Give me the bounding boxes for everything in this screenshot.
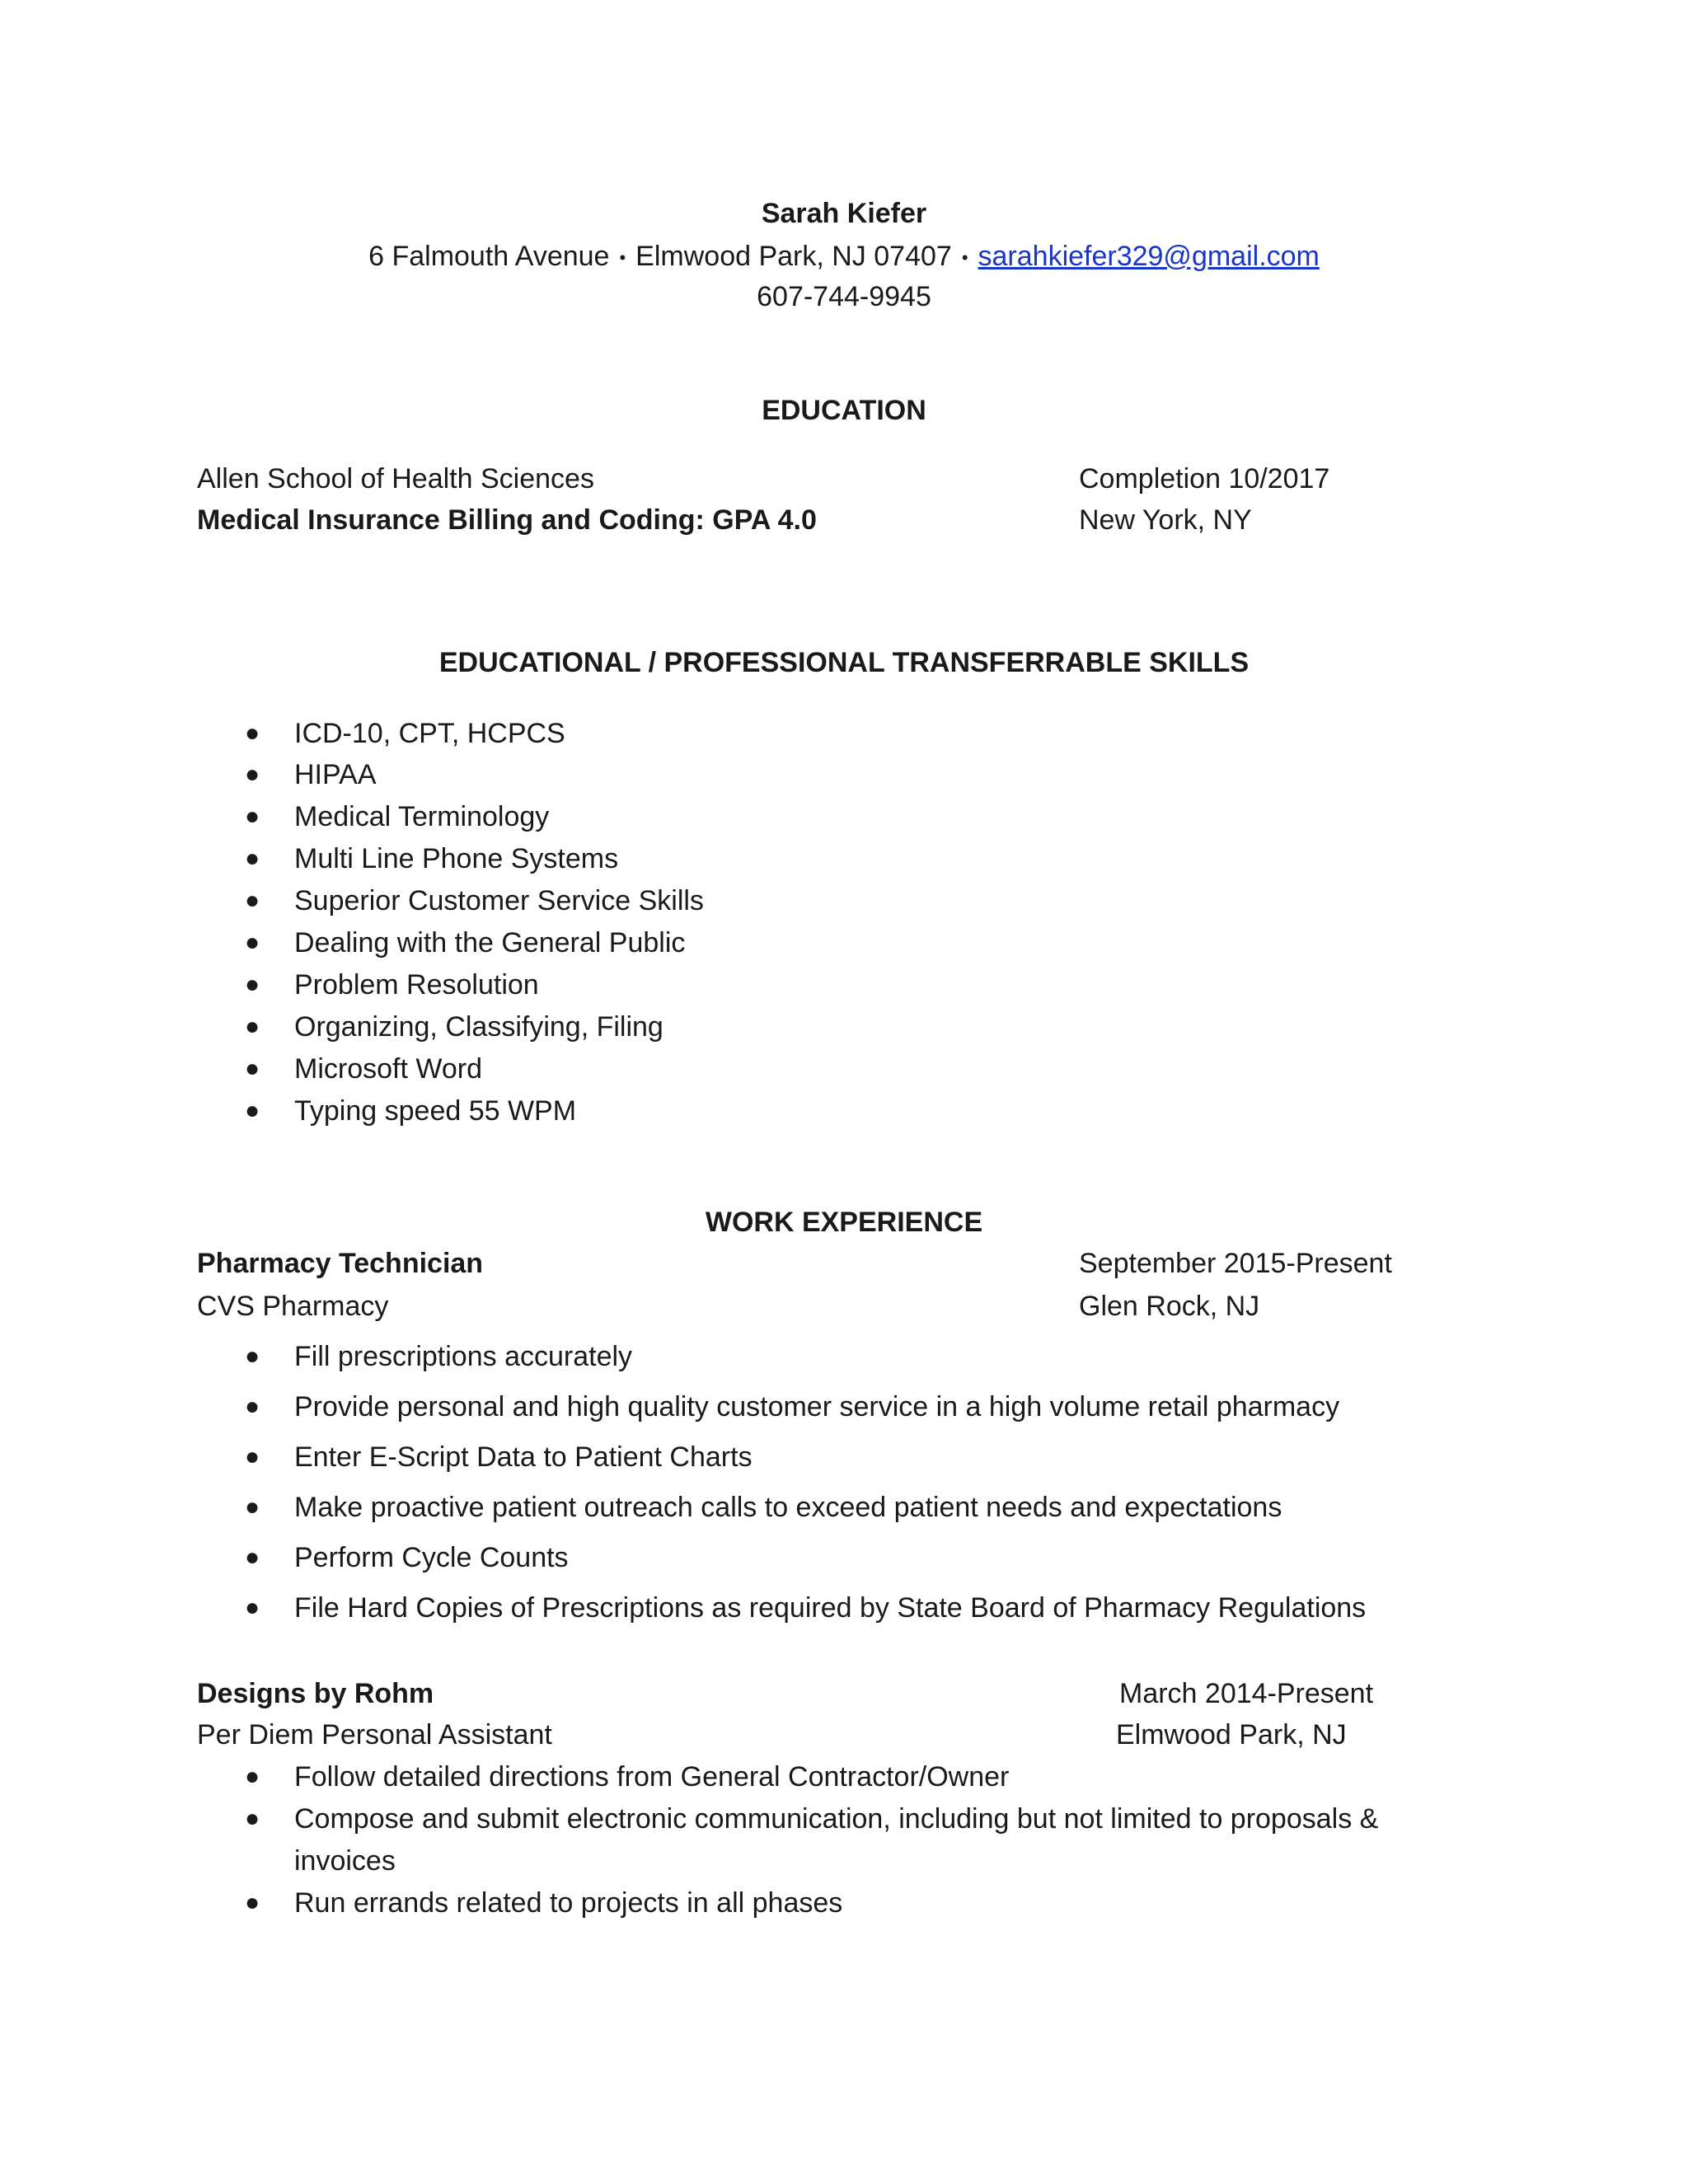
job-duty: Fill prescriptions accurately — [294, 1341, 633, 1372]
bullet-icon: ● — [245, 1805, 260, 1832]
city: Elmwood Park, NJ 07407 — [635, 241, 952, 272]
job-title: Designs by Rohm — [197, 1678, 434, 1709]
bullet-icon: ● — [245, 803, 260, 830]
resume-name: Sarah Kiefer — [761, 198, 927, 229]
bullet-icon: ● — [245, 1594, 260, 1621]
job-dates: September 2015-Present — [1079, 1248, 1392, 1279]
job-duty: Make proactive patient outreach calls to exceed patient needs and expectations — [294, 1492, 1282, 1523]
bullet-icon: ● — [245, 1097, 260, 1124]
bullet-icon: ● — [245, 1055, 260, 1082]
job-location: Elmwood Park, NJ — [1116, 1719, 1347, 1750]
bullet-icon: ● — [245, 1889, 260, 1916]
skills-heading: EDUCATIONAL / PROFESSIONAL TRANSFERRABLE SKILLS — [438, 647, 1250, 678]
job-company: CVS Pharmacy — [197, 1291, 389, 1322]
job-duty: Enter E-Script Data to Patient Charts — [294, 1441, 753, 1473]
skill-item: Multi Line Phone Systems — [294, 843, 619, 874]
skill-item: Problem Resolution — [294, 969, 539, 1001]
school-location: New York, NY — [1079, 504, 1252, 536]
address: 6 Falmouth Avenue — [368, 241, 610, 272]
school-name: Allen School of Health Sciences — [197, 463, 594, 494]
separator-dot: • — [961, 247, 968, 269]
bullet-icon: ● — [245, 1493, 260, 1521]
bullet-icon: ● — [245, 929, 260, 956]
contact-line — [0, 240, 1688, 274]
bullet-icon: ● — [245, 1544, 260, 1571]
job-duty: Compose and submit electronic communication, including but not limited to proposals & — [294, 1803, 1379, 1835]
job-duty: Perform Cycle Counts — [294, 1542, 569, 1573]
bullet-icon: ● — [245, 1763, 260, 1790]
program-name: Medical Insurance Billing and Coding: GPA 4.0 — [197, 504, 817, 536]
skill-item: Typing speed 55 WPM — [294, 1095, 577, 1127]
skill-item: Medical Terminology — [294, 801, 550, 832]
job-duty: Follow detailed directions from General Contractor/Owner — [294, 1761, 1010, 1793]
bullet-icon: ● — [245, 761, 260, 788]
work-heading: WORK EXPERIENCE — [705, 1207, 983, 1238]
skill-item: HIPAA — [294, 759, 377, 790]
skill-item: Dealing with the General Public — [294, 927, 686, 958]
skill-item: Superior Customer Service Skills — [294, 885, 704, 916]
job-company: Per Diem Personal Assistant — [197, 1719, 552, 1750]
skill-item: Microsoft Word — [294, 1053, 482, 1085]
bullet-icon: ● — [245, 845, 260, 872]
phone: 607-744-9945 — [757, 281, 931, 312]
skill-item: Organizing, Classifying, Filing — [294, 1011, 663, 1043]
completion-date: Completion 10/2017 — [1079, 463, 1330, 494]
bullet-icon: ● — [245, 1013, 260, 1040]
job-duty-continuation: invoices — [294, 1845, 396, 1877]
education-heading: EDUCATION — [762, 395, 926, 426]
separator-dot: • — [619, 247, 626, 269]
bullet-icon: ● — [245, 1393, 260, 1420]
job-title: Pharmacy Technician — [197, 1248, 484, 1279]
job-location: Glen Rock, NJ — [1079, 1291, 1260, 1322]
skill-item: ICD-10, CPT, HCPCS — [294, 718, 565, 749]
bullet-icon: ● — [245, 1443, 260, 1470]
bullet-icon: ● — [245, 719, 260, 747]
bullet-icon: ● — [245, 887, 260, 914]
job-duty: File Hard Copies of Prescriptions as required by State Board of Pharmacy Regulations — [294, 1592, 1367, 1624]
job-duty: Run errands related to projects in all phases — [294, 1887, 843, 1919]
bullet-icon: ● — [245, 971, 260, 998]
email-link[interactable]: sarahkiefer329@gmail.com — [978, 241, 1320, 272]
job-duty: Provide personal and high quality customer service in a high volume retail pharmacy — [294, 1391, 1340, 1422]
bullet-icon: ● — [245, 1343, 260, 1370]
job-dates: March 2014-Present — [1119, 1678, 1374, 1709]
